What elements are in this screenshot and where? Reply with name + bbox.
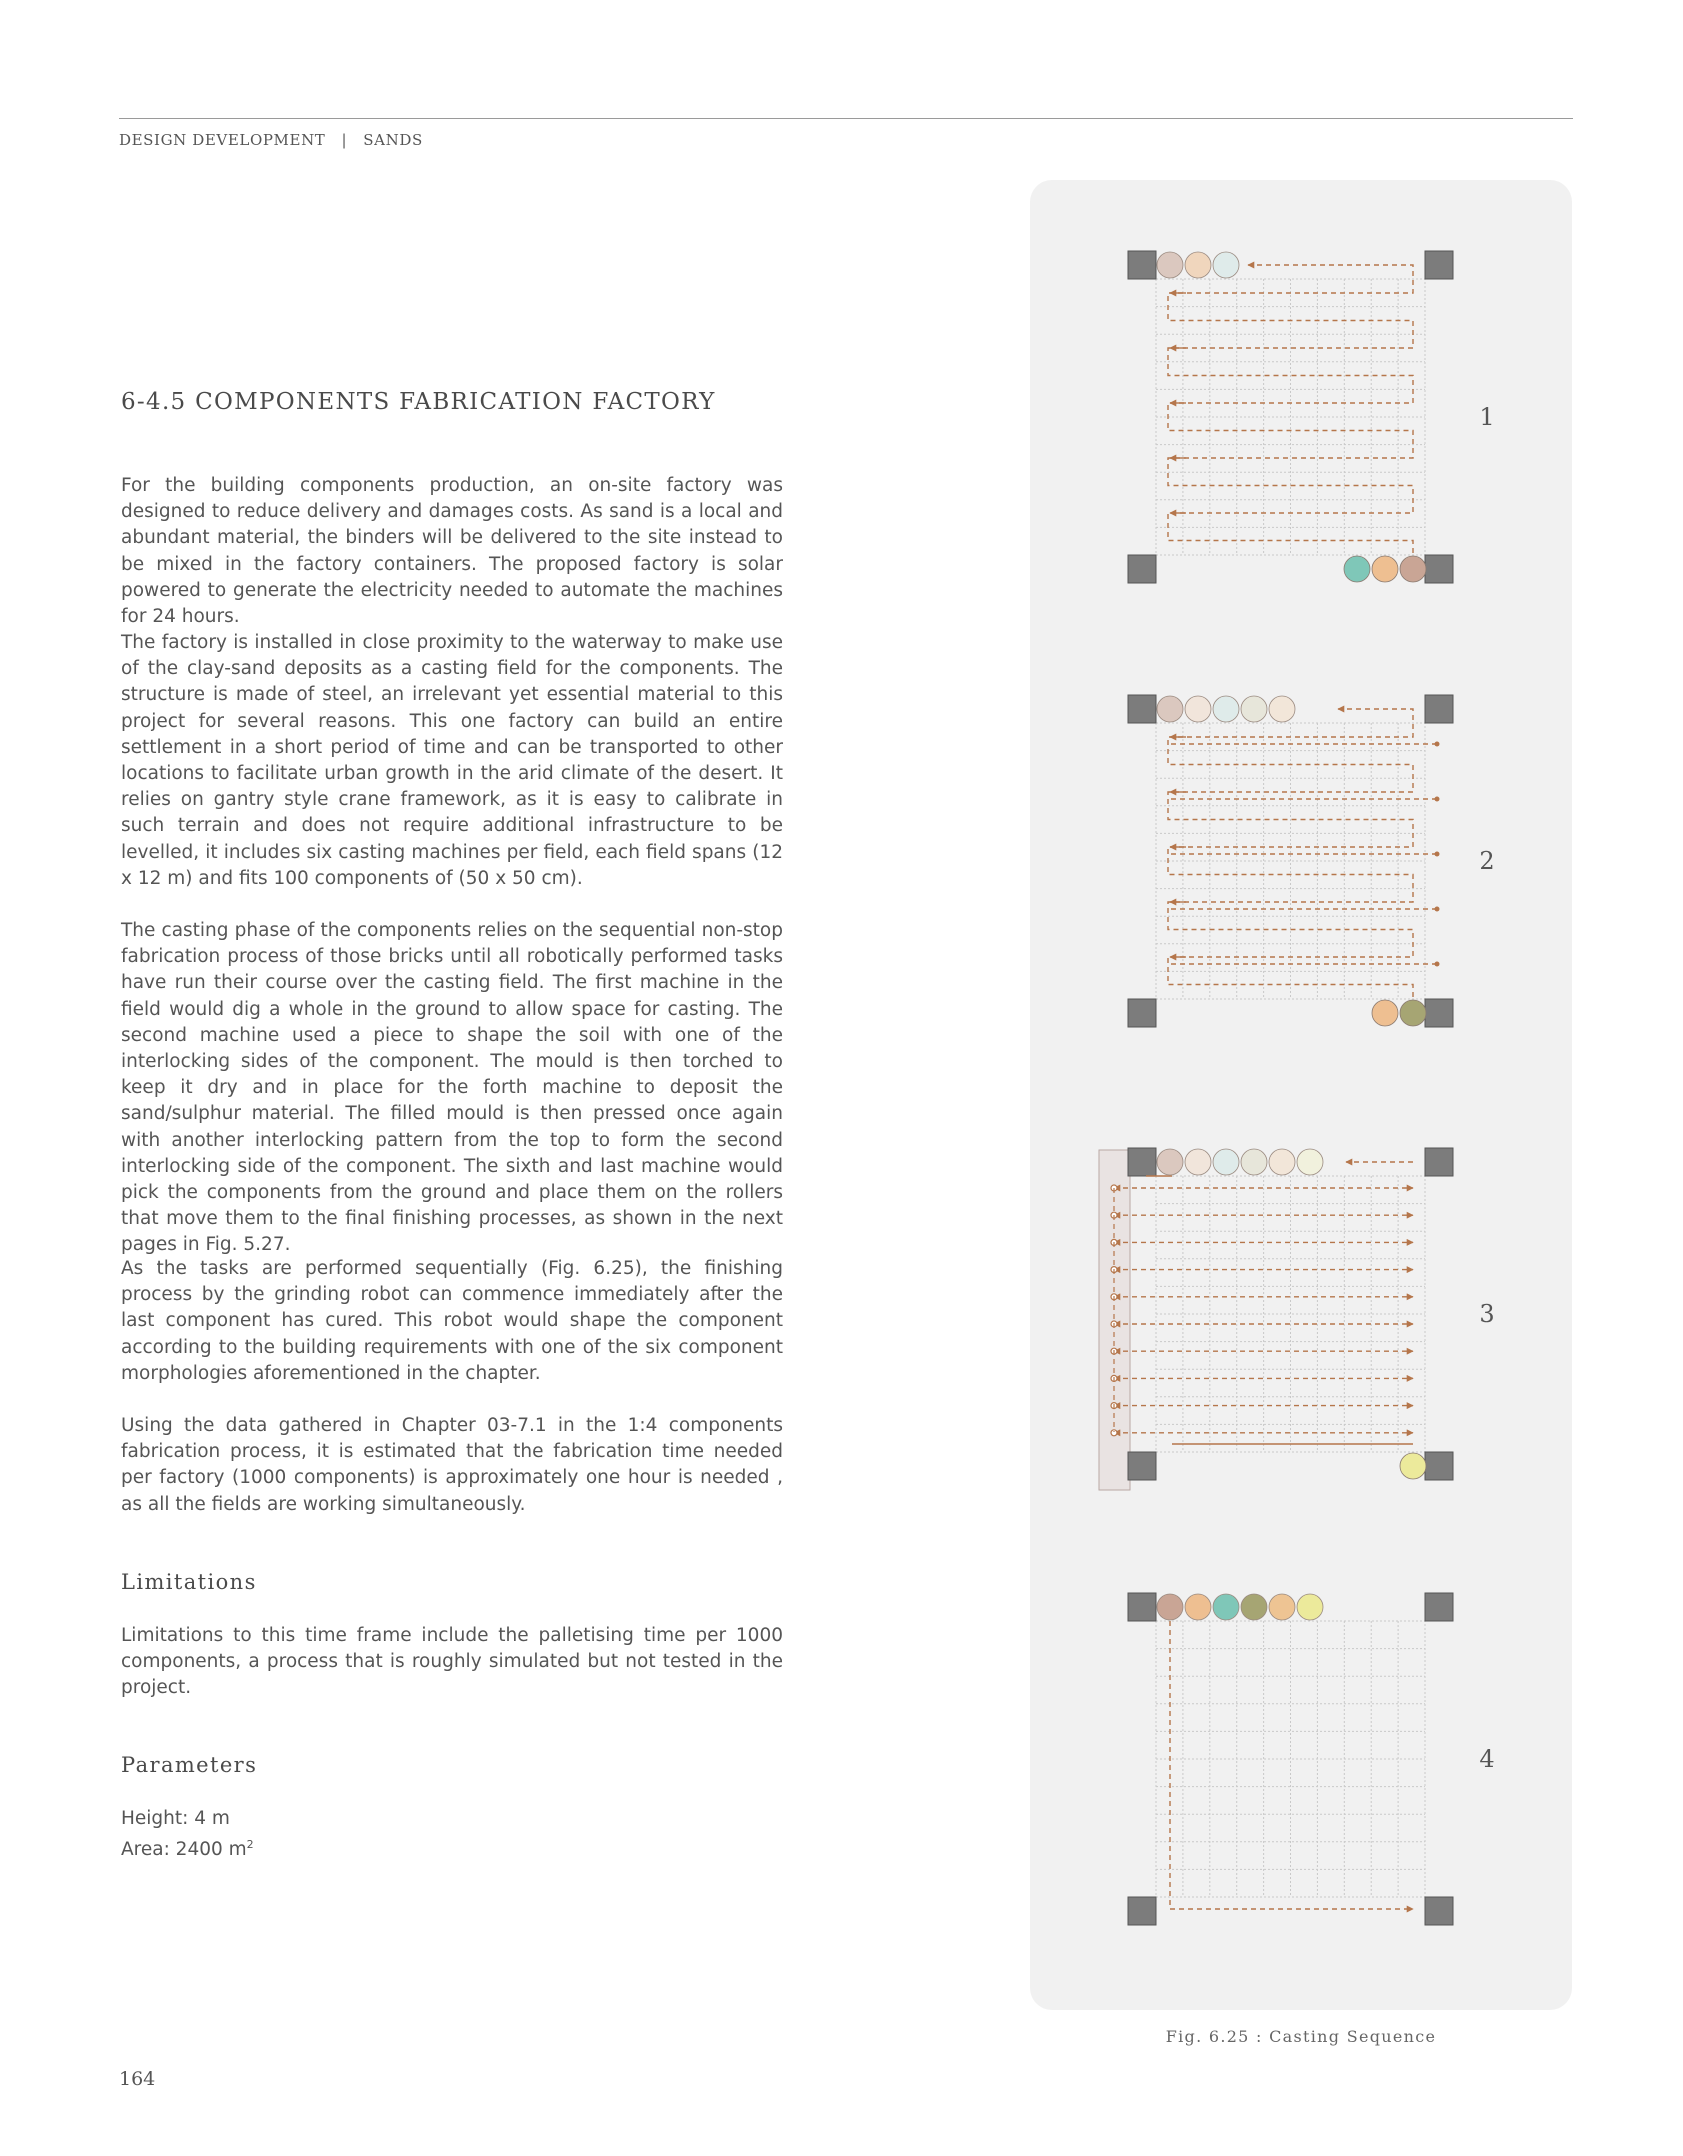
gantry-post: [1128, 1148, 1156, 1176]
gantry-post: [1128, 1897, 1156, 1925]
section-title: 6-4.5 COMPONENTS FABRICATION FACTORY: [121, 389, 716, 415]
path-node: [1435, 907, 1440, 912]
running-header: [119, 131, 423, 149]
gantry-post: [1128, 1593, 1156, 1621]
paragraph-5: Using the data gathered in Chapter 03-7.1 in the 1:4 components fabrication process, it is estimated that the fabrication time needed per factory (1000 components) is approximately one hour is needed , as all the fields are working simultaneously.: [121, 1415, 783, 1515]
parameter-area-unit-exponent: 2: [246, 1838, 254, 1851]
path-node: [1435, 742, 1440, 747]
gantry-post: [1425, 1593, 1453, 1621]
path-node: [1435, 797, 1440, 802]
machine: [1344, 556, 1370, 582]
machine: [1185, 1594, 1211, 1620]
machine: [1157, 696, 1183, 722]
machine-path: [1170, 1621, 1413, 1909]
header-section: DESIGN DEVELOPMENT: [119, 131, 326, 149]
page-number: 164: [119, 2068, 156, 2090]
machine: [1241, 696, 1267, 722]
machine: [1213, 696, 1239, 722]
paragraph-3: The casting phase of the components relies on the sequential non-stop fabrication process of those bricks until all robotically performed tasks have run their course over the casting field. The first machine in the field would dig a whole in the ground to allow space for casting. The second machine used a piece to shape the soil with one of the interlocking sides of the component. The mould is then torched to keep it dry and in place for the forth machine to deposit the sand/sulphur material. The filled mould is then pressed once again with another interlocking pattern from the top to form the second interlocking side of the component. The sixth and last machine would pick the components from the ground and place them on the rollers that move them to the final finishing processes, as shown in the next pages in Fig. 5.27.: [121, 920, 783, 1256]
machine: [1185, 252, 1211, 278]
gantry-post: [1128, 555, 1156, 583]
paragraph-1: For the building components production, an on-site factory was designed to reduce delivery and damages costs. As sand is a local and abundant material, the binders will be delivered to the site instead to be mixed in the factory containers. The proposed factory is solar powered to generate the electricity needed to automate the machines for 24 hours.: [121, 475, 783, 628]
gantry-post: [1128, 251, 1156, 279]
stage-1: [1128, 251, 1495, 583]
machine: [1241, 1594, 1267, 1620]
gantry-post: [1128, 999, 1156, 1027]
machine: [1157, 1149, 1183, 1175]
machine: [1213, 1594, 1239, 1620]
limitations-text: Limitations to this time frame include the palletising time per 1000 components, a process that is roughly simulated but not tested in the project.: [121, 1625, 783, 1699]
stage-4: [1128, 1593, 1495, 1925]
paragraph-4: As the tasks are performed sequentially (Fig. 6.25), the finishing process by the grinding robot can commence immediately after the last component has cured. This robot would shape the component according to the building requirements with one of the six component morphologies aforementioned in the chapter.: [121, 1258, 783, 1384]
gantry-post: [1425, 695, 1453, 723]
parameter-height: Height: 4 m: [121, 1808, 230, 1829]
machine: [1269, 1149, 1295, 1175]
gantry-post: [1425, 555, 1453, 583]
machine: [1157, 252, 1183, 278]
path-node: [1435, 962, 1440, 967]
parameters-heading: Parameters: [121, 1753, 258, 1777]
machine: [1213, 252, 1239, 278]
parameters-list: [121, 1806, 254, 1863]
figure-caption: Fig. 6.25 : Casting Sequence: [1165, 2027, 1437, 2046]
gantry-post: [1425, 1452, 1453, 1480]
machine: [1213, 1149, 1239, 1175]
paragraph-2: The factory is installed in close proximity to the waterway to make use of the clay-sand deposits as a casting field for the components. The structure is made of steel, an irrelevant yet essential material to this project for several reasons. This one factory can build an entire settlement in a short period of time and can be transported to other locations to facilitate urban growth in the arid climate of the desert. It relies on gantry style crane framework, as it is easy to calibrate in such terrain and does not require additional infrastructure to be levelled, it includes six casting machines per field, each field spans (12 x 12 m) and fits 100 components of (50 x 50 cm).: [121, 632, 783, 889]
limitations-heading: Limitations: [121, 1570, 257, 1594]
gantry-post: [1128, 695, 1156, 723]
machine: [1372, 556, 1398, 582]
stage-3: [1099, 1148, 1495, 1490]
machine: [1241, 1149, 1267, 1175]
casting-sequence-diagram: [1030, 180, 1572, 2010]
machine: [1157, 1594, 1183, 1620]
parameter-area-value: Area: 2400 m: [121, 1839, 247, 1861]
stage-label: 4: [1479, 1745, 1495, 1773]
machine: [1400, 556, 1426, 582]
machine: [1269, 1594, 1295, 1620]
machine: [1185, 1149, 1211, 1175]
gantry-post: [1128, 1452, 1156, 1480]
gantry-post: [1425, 1897, 1453, 1925]
machine: [1372, 1000, 1398, 1026]
machine: [1269, 696, 1295, 722]
parameter-area: [121, 1832, 254, 1863]
stage-label: 3: [1479, 1300, 1495, 1328]
header-separator: |: [341, 131, 348, 149]
roller-node: [1111, 1430, 1117, 1436]
header-rule: [119, 118, 1573, 119]
gantry-post: [1425, 1148, 1453, 1176]
header-chapter: SANDS: [363, 131, 423, 149]
machine: [1400, 1453, 1426, 1479]
machine: [1297, 1149, 1323, 1175]
stage-label: 2: [1479, 847, 1495, 875]
path-node: [1435, 852, 1440, 857]
stage-2: [1128, 695, 1495, 1027]
machine: [1297, 1594, 1323, 1620]
gantry-post: [1425, 251, 1453, 279]
gantry-post: [1425, 999, 1453, 1027]
machine: [1185, 696, 1211, 722]
stage-label: 1: [1479, 403, 1495, 431]
machine: [1400, 1000, 1426, 1026]
